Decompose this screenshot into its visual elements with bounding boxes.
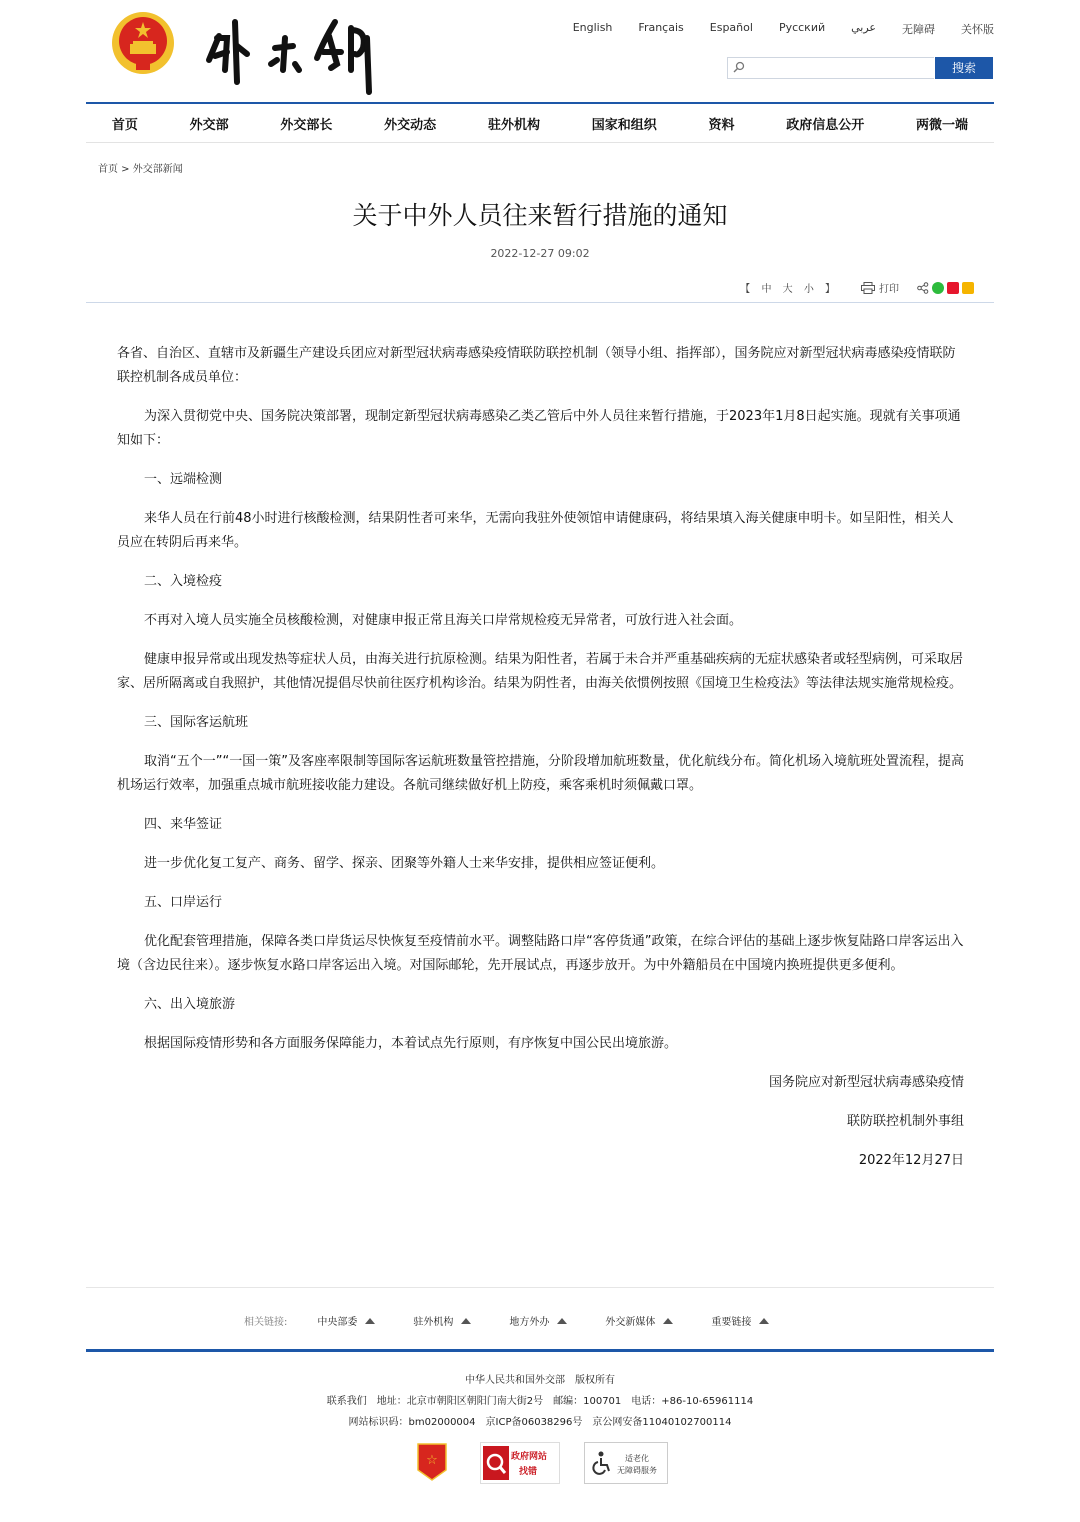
related-links-label: 相关链接: (244, 1317, 288, 1328)
wheelchair-icon (591, 1450, 613, 1476)
link-important[interactable] (711, 1313, 769, 1328)
lang-english[interactable]: English (572, 21, 613, 34)
link-new-media[interactable] (605, 1313, 673, 1328)
related-links (244, 1313, 807, 1328)
triangle-up-icon (461, 1318, 471, 1324)
section-heading: 二、入境检疫 (144, 574, 223, 589)
article-paragraph: 为深入贯彻党中央、国务院决策部署，现制定新型冠状病毒感染乙类乙管后中外人员往来暂行措施，于2023年1月8日起实施。现就有关事项通知如下： (117, 409, 961, 448)
link-label: 重要链接 (711, 1317, 752, 1328)
svg-text:☆: ☆ (426, 1453, 438, 1468)
footer-rule (86, 1349, 994, 1352)
section-heading: 六、出入境旅游 (144, 997, 236, 1012)
party-badge-icon[interactable] (416, 1442, 448, 1482)
print-label: 打印 (879, 284, 899, 295)
language-bar (547, 21, 994, 37)
lang-spanish[interactable]: Español (709, 21, 753, 34)
article-paragraph: 取消“五个一”“一国一策”及客座率限制等国际客运航班数量管控措施，分阶段增加航班数量，优化航线分布。简化机场入境航班处置流程，提高机场运行效率，加强重点城市航班接收能力建设。各航司继续做好机上防疫，乘客乘机时须佩戴口罩。 (117, 754, 964, 793)
search-button[interactable]: 搜索 (935, 57, 993, 79)
magnifier-icon (483, 1446, 509, 1480)
share-icon[interactable] (917, 282, 929, 294)
article-body (117, 342, 964, 1188)
elderly-accessibility-badge[interactable] (584, 1442, 668, 1484)
signature-office: 联防联控机制外事组 (846, 1114, 964, 1129)
article-paragraph: 不再对入境人员实施全员核酸检测，对健康申报正常且海关口岸常规检疫无异常者，可放行进入社会面。 (144, 613, 743, 628)
link-label: 中央部委 (317, 1317, 358, 1328)
accessibility-link[interactable]: 无障碍 (902, 23, 935, 36)
care-version-link[interactable]: 关怀版 (961, 23, 994, 36)
lang-french[interactable]: Français (638, 21, 684, 34)
copyright: 中华人民共和国外交部 版权所有 (465, 1375, 615, 1386)
article-paragraph: 优化配套管理措施，保障各类口岸货运尽快恢复至疫情前水平。调整陆路口岸“客停货通”政策，在综合评估的基础上逐步恢复陆路口岸客运出入境（含边民往来）。逐步恢复水路口岸客运出入境。对国际邮轮，先开展试点，再逐步放开。为中外籍船员在中国境内换班提供更多便利。 (117, 934, 964, 973)
font-size-switcher[interactable]: 【 中 大 小 】 (740, 284, 839, 295)
article-paragraph: 根据国际疫情形势和各方面服务保障能力，本着试点先行原则，有序恢复中国公民出境旅游。 (144, 1036, 678, 1051)
link-label: 驻外机构 (413, 1317, 454, 1328)
share-bar (917, 282, 974, 294)
link-local-offices[interactable] (509, 1313, 567, 1328)
qzone-icon[interactable] (962, 282, 974, 294)
site-ids: 网站标识码：bm02000004 京ICP备06038296号 京公网安备11040102700114 (348, 1417, 732, 1428)
signature-issuer: 国务院应对新型冠状病毒感染疫情 (768, 1075, 964, 1090)
nav-resources[interactable]: 资料 (708, 117, 735, 133)
accessibility-service-label: 无障碍服务 (617, 1466, 657, 1475)
main-nav (86, 104, 994, 143)
print-button[interactable] (861, 280, 899, 295)
link-label: 地方外办 (509, 1317, 550, 1328)
link-missions[interactable] (413, 1313, 471, 1328)
link-label: 外交新媒体 (605, 1317, 656, 1328)
contact-info: 联系我们 地址：北京市朝阳区朝阳门南大街2号 邮编：100701 电话：+86-10-65961114 (326, 1396, 754, 1407)
article-tools (740, 280, 974, 295)
title-divider (86, 302, 994, 303)
find-error-label: 找错 (519, 1467, 538, 1477)
breadcrumb[interactable]: 首页 > 外交部新闻 (98, 164, 183, 175)
nav-news[interactable]: 外交动态 (384, 117, 437, 133)
search-input[interactable] (727, 57, 934, 79)
weibo-icon[interactable] (947, 282, 959, 294)
lang-arabic[interactable]: عربي (851, 21, 876, 34)
printer-icon (861, 282, 875, 294)
page-title: 关于中外人员往来暂行措施的通知 (352, 201, 728, 230)
article-paragraph: 健康申报异常或出现发热等症状人员，由海关进行抗原检测。结果为阳性者，若属于未合并严重基础疾病的无症状感染者或轻型病例，可采取居家、居所隔离或自我照护，其他情况提倡尽快前往医疗机构诊治。结果为阴性者，由海关依惯例按照《国境卫生检疫法》等法律法规实施常规检疫。 (117, 652, 964, 691)
section-heading: 一、远端检测 (144, 472, 223, 487)
lang-russian[interactable]: Русский (778, 21, 826, 34)
nav-ministry[interactable]: 外交部 (189, 117, 229, 133)
triangle-up-icon (365, 1318, 375, 1324)
elderly-label: 适老化 (625, 1454, 649, 1463)
nav-minister[interactable]: 外交部长 (280, 117, 333, 133)
site-logo[interactable] (205, 8, 385, 96)
triangle-up-icon (557, 1318, 567, 1324)
section-heading: 四、来华签证 (144, 817, 223, 832)
triangle-up-icon (759, 1318, 769, 1324)
search-icon (733, 61, 745, 73)
wechat-icon[interactable] (932, 282, 944, 294)
nav-gov-info[interactable]: 政府信息公开 (786, 117, 865, 133)
signature-date: 2022年12月27日 (858, 1153, 964, 1168)
nav-home[interactable]: 首页 (111, 117, 138, 133)
nav-missions[interactable]: 驻外机构 (487, 117, 540, 133)
publish-date: 2022-12-27 09:02 (490, 247, 590, 260)
triangle-up-icon (663, 1318, 673, 1324)
nav-countries[interactable]: 国家和组织 (591, 117, 657, 133)
section-heading: 三、国际客运航班 (144, 715, 249, 730)
article-salutation: 各省、自治区、直辖市及新疆生产建设兵团应对新型冠状病毒感染疫情联防联控机制（领导小组、指挥部），国务院应对新型冠状病毒感染疫情联防联控机制各成员单位： (117, 346, 956, 385)
gov-site-label: 政府网站 (511, 1452, 548, 1462)
article-paragraph: 来华人员在行前48小时进行核酸检测，结果阴性者可来华，无需向我驻外使领馆申请健康码，将结果填入海关健康申明卡。如呈阳性，相关人员应在转阴后再来华。 (117, 511, 954, 550)
gov-site-error-badge[interactable] (480, 1442, 560, 1484)
footer-divider (86, 1287, 994, 1288)
national-emblem-icon (110, 10, 176, 76)
link-central-ministries[interactable] (317, 1313, 375, 1328)
article-paragraph: 进一步优化复工复产、商务、留学、探亲、团聚等外籍人士来华安排，提供相应签证便利。 (144, 856, 665, 871)
search-box (727, 57, 993, 79)
nav-social[interactable]: 两微一端 (916, 117, 969, 133)
section-heading: 五、口岸运行 (144, 895, 223, 910)
